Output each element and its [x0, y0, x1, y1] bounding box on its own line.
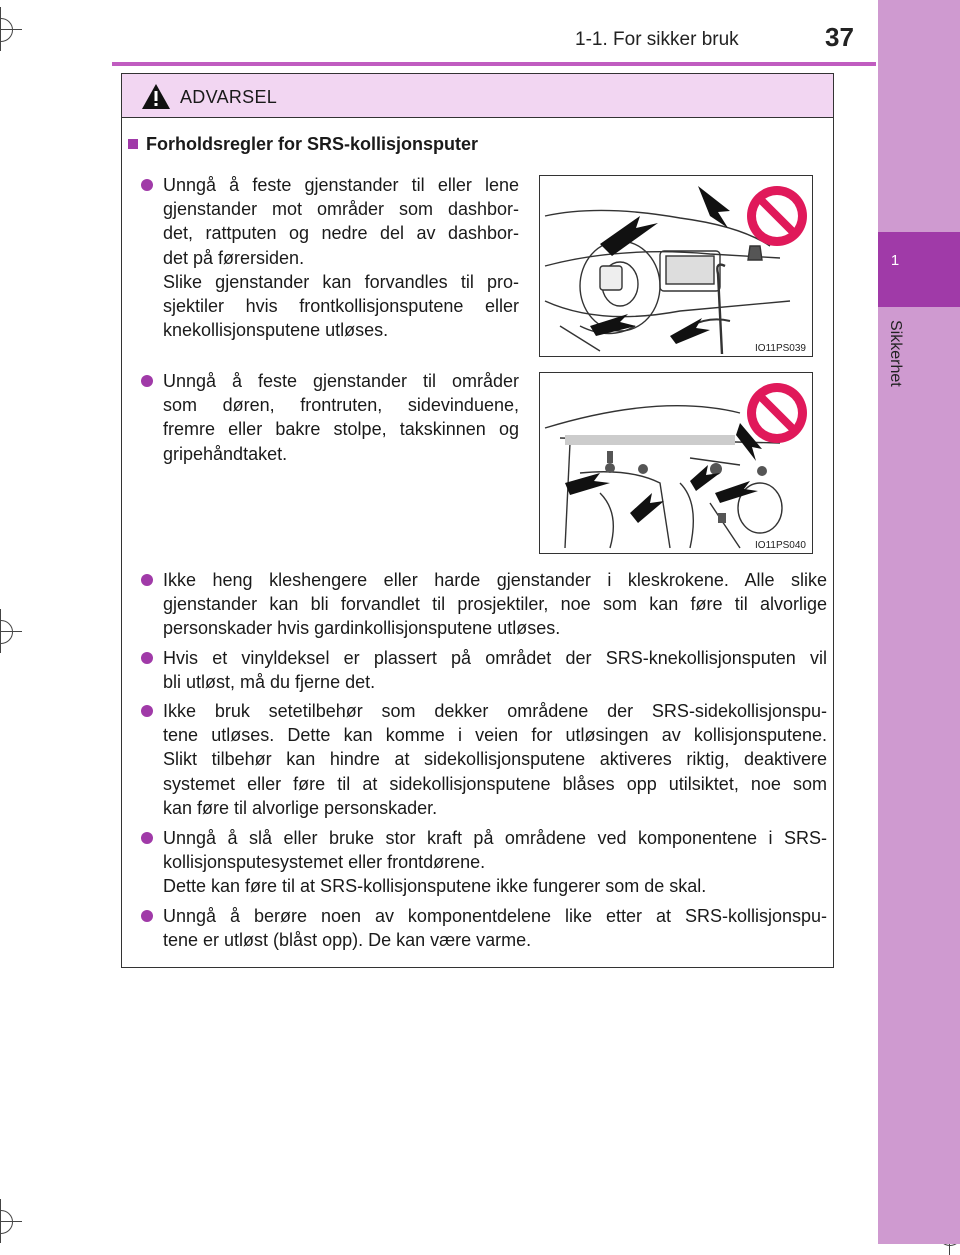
registration-mark-bottom-left	[0, 1210, 13, 1234]
text-line: Slikt tilbehør kan hindre at sidekollisjonsputene aktiveres riktig, deaktivere	[163, 749, 827, 770]
warning-box	[121, 73, 834, 968]
warning-triangle-icon	[141, 83, 171, 110]
figure-code: IO11PS040	[755, 540, 806, 551]
chapter-number: 1	[890, 252, 900, 269]
text-line: tene utløses. Dette kan komme i veien for utløsingen av kollisjonsputene.	[163, 725, 827, 746]
text-line: fremre eller bakre stolpe, takskinnen og	[163, 419, 519, 440]
text-line: Ikke heng kleshengere eller harde gjenstander i kleskrokene. Alle slike	[163, 570, 827, 590]
bullet-icon	[141, 375, 153, 387]
warning-header	[122, 74, 833, 118]
text-line: gjenstander kan bli forvandlet til prosjektiler, noe som kan føre til alvorlige	[163, 594, 827, 615]
chapter-label-text: Sikkerhet	[887, 320, 904, 387]
chapter-label	[880, 320, 906, 420]
list-item	[163, 369, 519, 466]
list-item	[163, 568, 827, 641]
text-line: Slike gjenstander kan forvandles til pro-	[163, 271, 519, 292]
text-line: kan føre til alvorlige personskader.	[163, 797, 438, 818]
page-number: 37	[825, 22, 854, 52]
cabin-illustration	[540, 373, 812, 553]
text-line: Unngå å slå eller bruke stor kraft på områdene ved komponentene i SRS-	[163, 828, 827, 848]
chapter-side-tab	[878, 0, 960, 1244]
figure-code: IO11PS039	[755, 343, 806, 354]
text-line: gripehåndtaket.	[163, 443, 288, 464]
text-line: Unngå å feste gjenstander til områder	[163, 371, 519, 391]
list-item	[163, 826, 827, 899]
figure-dashboard	[539, 175, 813, 357]
list-item	[163, 646, 827, 694]
dashboard-illustration	[540, 176, 812, 356]
text-line: Unngå å berøre noen av komponentdelene like etter at SRS-kollisjonspu-	[163, 906, 827, 926]
figure-cabin-side	[539, 372, 813, 554]
text-line: tene er utløst (blåst opp). De kan være varme.	[163, 930, 532, 951]
text-line: Dette kan føre til at SRS-kollisjonsputene ikke fungerer som de skal.	[163, 876, 707, 897]
watermark: carmanualsonline.info	[722, 1222, 868, 1239]
text-line: gjenstander mot områder som dashbor-	[163, 199, 519, 220]
registration-mark-top-left	[0, 18, 13, 42]
running-header-title: 1-1. For sikker bruk	[575, 29, 739, 50]
bullet-icon	[141, 705, 153, 717]
text-line: Unngå å feste gjenstander til eller lene	[163, 175, 519, 195]
text-line: Hvis et vinyldeksel er plassert på området der SRS-knekollisjonsputen vil	[163, 648, 827, 668]
list-item	[163, 699, 827, 820]
bullet-icon	[141, 574, 153, 586]
text-line: kollisjonsputesystemet eller frontdørene.	[163, 852, 486, 873]
bullet-icon	[141, 910, 153, 922]
bullet-icon	[141, 832, 153, 844]
text-line: sjektiler hvis frontkollisjonsputene eller	[163, 296, 519, 317]
text-line: det, rattputen og nedre del av dashbor-	[163, 223, 519, 244]
text-line: som døren, frontruten, sidevinduene,	[163, 395, 519, 416]
warning-title: ADVARSEL	[180, 87, 278, 107]
list-item	[163, 173, 519, 342]
text-line: Ikke bruk setetilbehør som dekker områdene der SRS-sidekollisjonspu-	[163, 701, 827, 721]
text-line: knekollisjonsputene utløses.	[163, 320, 389, 341]
header-rule	[112, 62, 876, 66]
bullet-icon	[141, 179, 153, 191]
registration-mark-mid-left	[0, 620, 13, 644]
section-heading	[128, 134, 478, 155]
text-line: systemet eller føre til at sidekollisjonsputene blåses opp utilsiktet, noe som	[163, 773, 827, 794]
chapter-tab-highlight	[878, 232, 960, 307]
bullet-icon	[141, 652, 153, 664]
text-line: bli utløst, må du fjerne det.	[163, 672, 376, 693]
section-heading-text: Forholdsregler for SRS-kollisjonsputer	[146, 134, 479, 154]
list-item	[163, 904, 827, 952]
text-line: personskader hvis gardinkollisjonsputene utløses.	[163, 618, 561, 639]
text-line: det på førersiden.	[163, 247, 305, 268]
square-bullet-icon	[128, 139, 138, 149]
